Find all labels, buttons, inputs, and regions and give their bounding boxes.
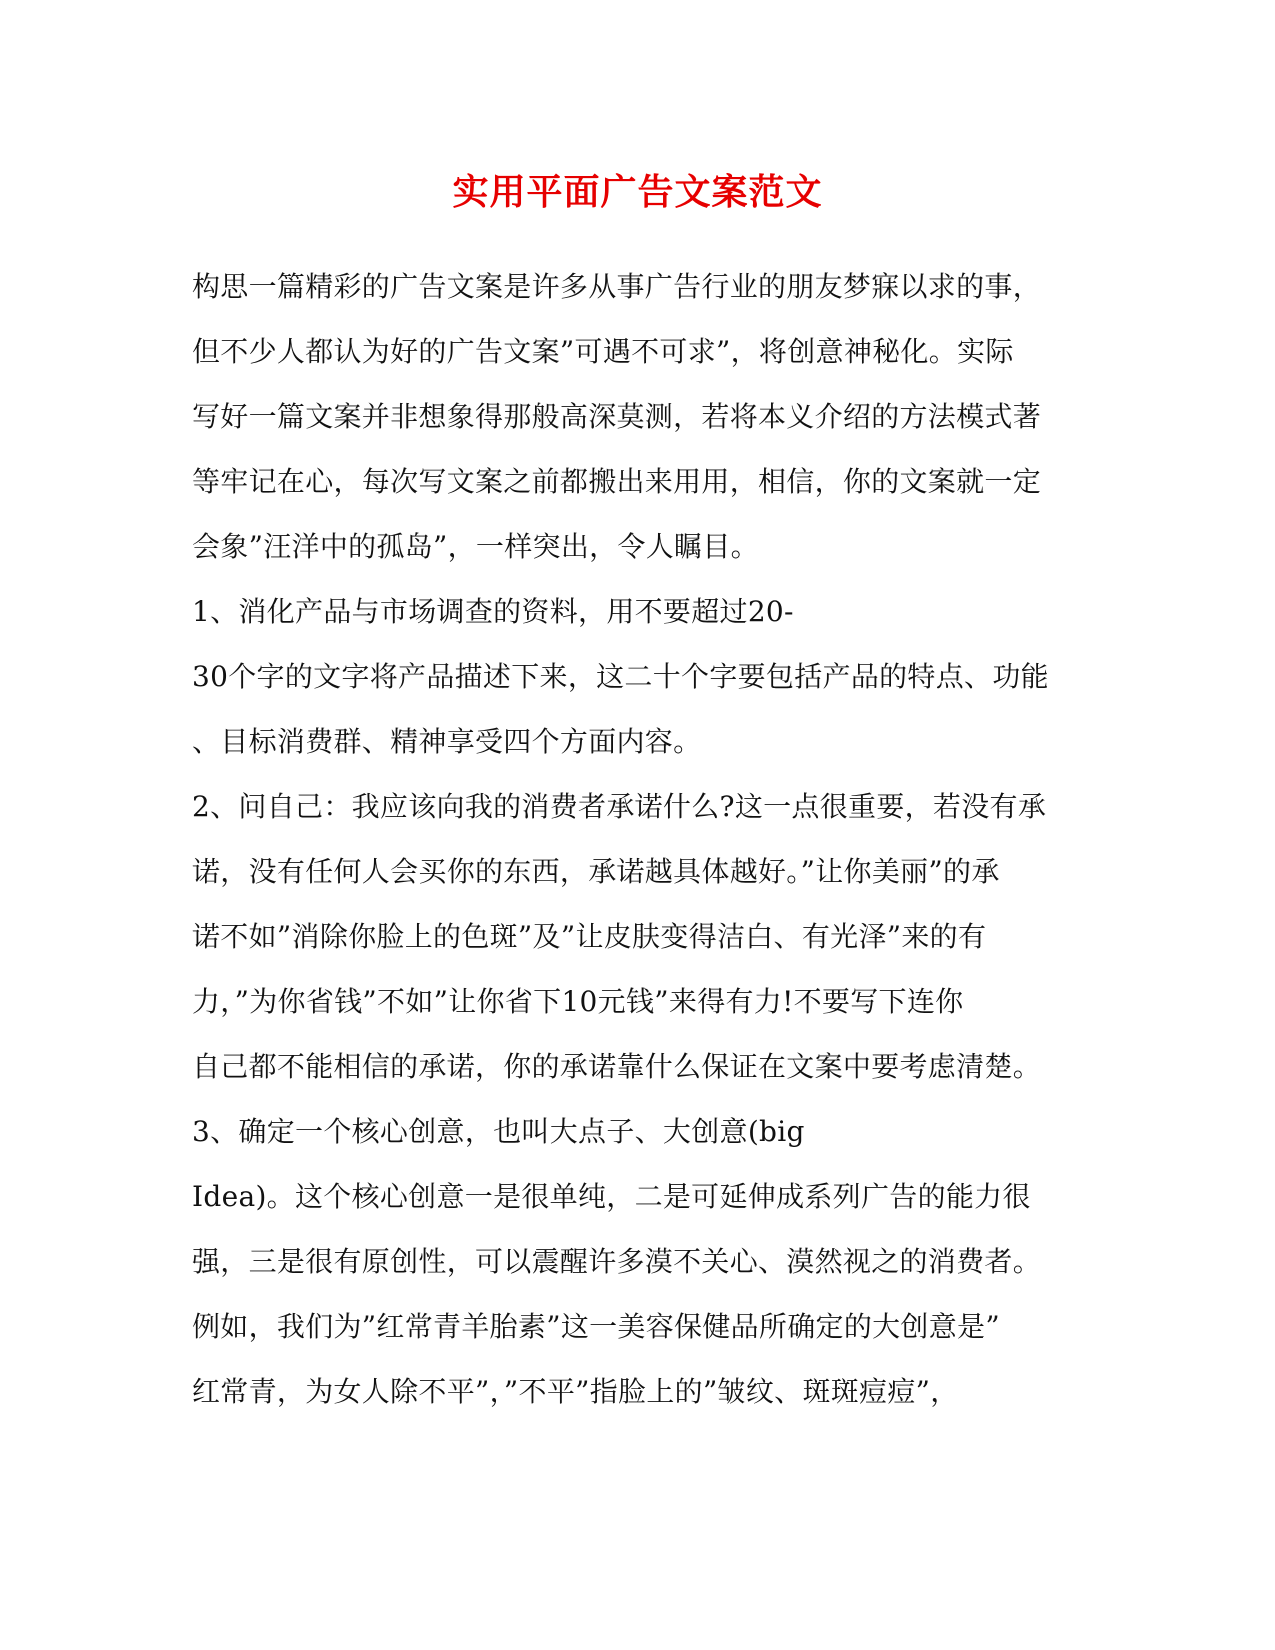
- body-text-line: 30个字的文字将产品描述下来，这二十个字要包括产品的特点、功能: [192, 660, 1049, 693]
- body-text-line: 构思一篇精彩的广告文案是许多从事广告行业的朋友梦寐以求的事，: [192, 270, 1042, 303]
- body-text-line: 写好一篇文案并非想象得那般高深莫测，若将本义介绍的方法模式著: [192, 400, 1042, 433]
- body-text-line: 2、问自己：我应该向我的消费者承诺什么?这一点很重要，若没有承: [192, 790, 1047, 823]
- body-text-line: 诺不如”消除你脸上的色斑”及”让皮肤变得洁白、有光泽”来的有: [192, 920, 987, 953]
- document-title: 实用平面广告文案范文: [452, 171, 823, 213]
- body-text-line: 强，三是很有原创性，可以震醒许多漠不关心、漠然视之的消费者。: [192, 1245, 1042, 1278]
- body-text-line: 会象”汪洋中的孤岛”，一样突出，令人瞩目。: [192, 530, 759, 563]
- body-text-line: Idea)。这个核心创意一是很单纯，二是可延伸成系列广告的能力很: [192, 1180, 1031, 1213]
- body-text-line: 3、确定一个核心创意，也叫大点子、大创意(big: [192, 1115, 805, 1148]
- body-text-line: 自己都不能相信的承诺，你的承诺靠什么保证在文案中要考虑清楚。: [192, 1050, 1042, 1083]
- body-text-line: 力，”为你省钱”不如”让你省下10元钱”来得有力!不要写下连你: [192, 985, 964, 1018]
- body-text-line: 红常青，为女人除不平”，”不平”指脸上的”皱纹、斑斑痘痘”，: [192, 1375, 959, 1408]
- body-text-line: 等牢记在心，每次写文案之前都搬出来用用，相信，你的文案就一定: [192, 465, 1042, 498]
- body-text-line: 但不少人都认为好的广告文案”可遇不可求”，将创意神秘化。实际: [192, 335, 1014, 368]
- body-text-line: 例如，我们为”红常青羊胎素”这一美容保健品所确定的大创意是”: [192, 1310, 1000, 1343]
- body-text-line: 、目标消费群、精神享受四个方面内容。: [192, 725, 702, 758]
- document-body: [192, 254, 1092, 1424]
- body-text-line: 诺，没有任何人会买你的东西，承诺越具体越好。”让你美丽”的承: [192, 855, 1000, 888]
- body-text-line: 1、消化产品与市场调查的资料，用不要超过20-: [192, 595, 794, 628]
